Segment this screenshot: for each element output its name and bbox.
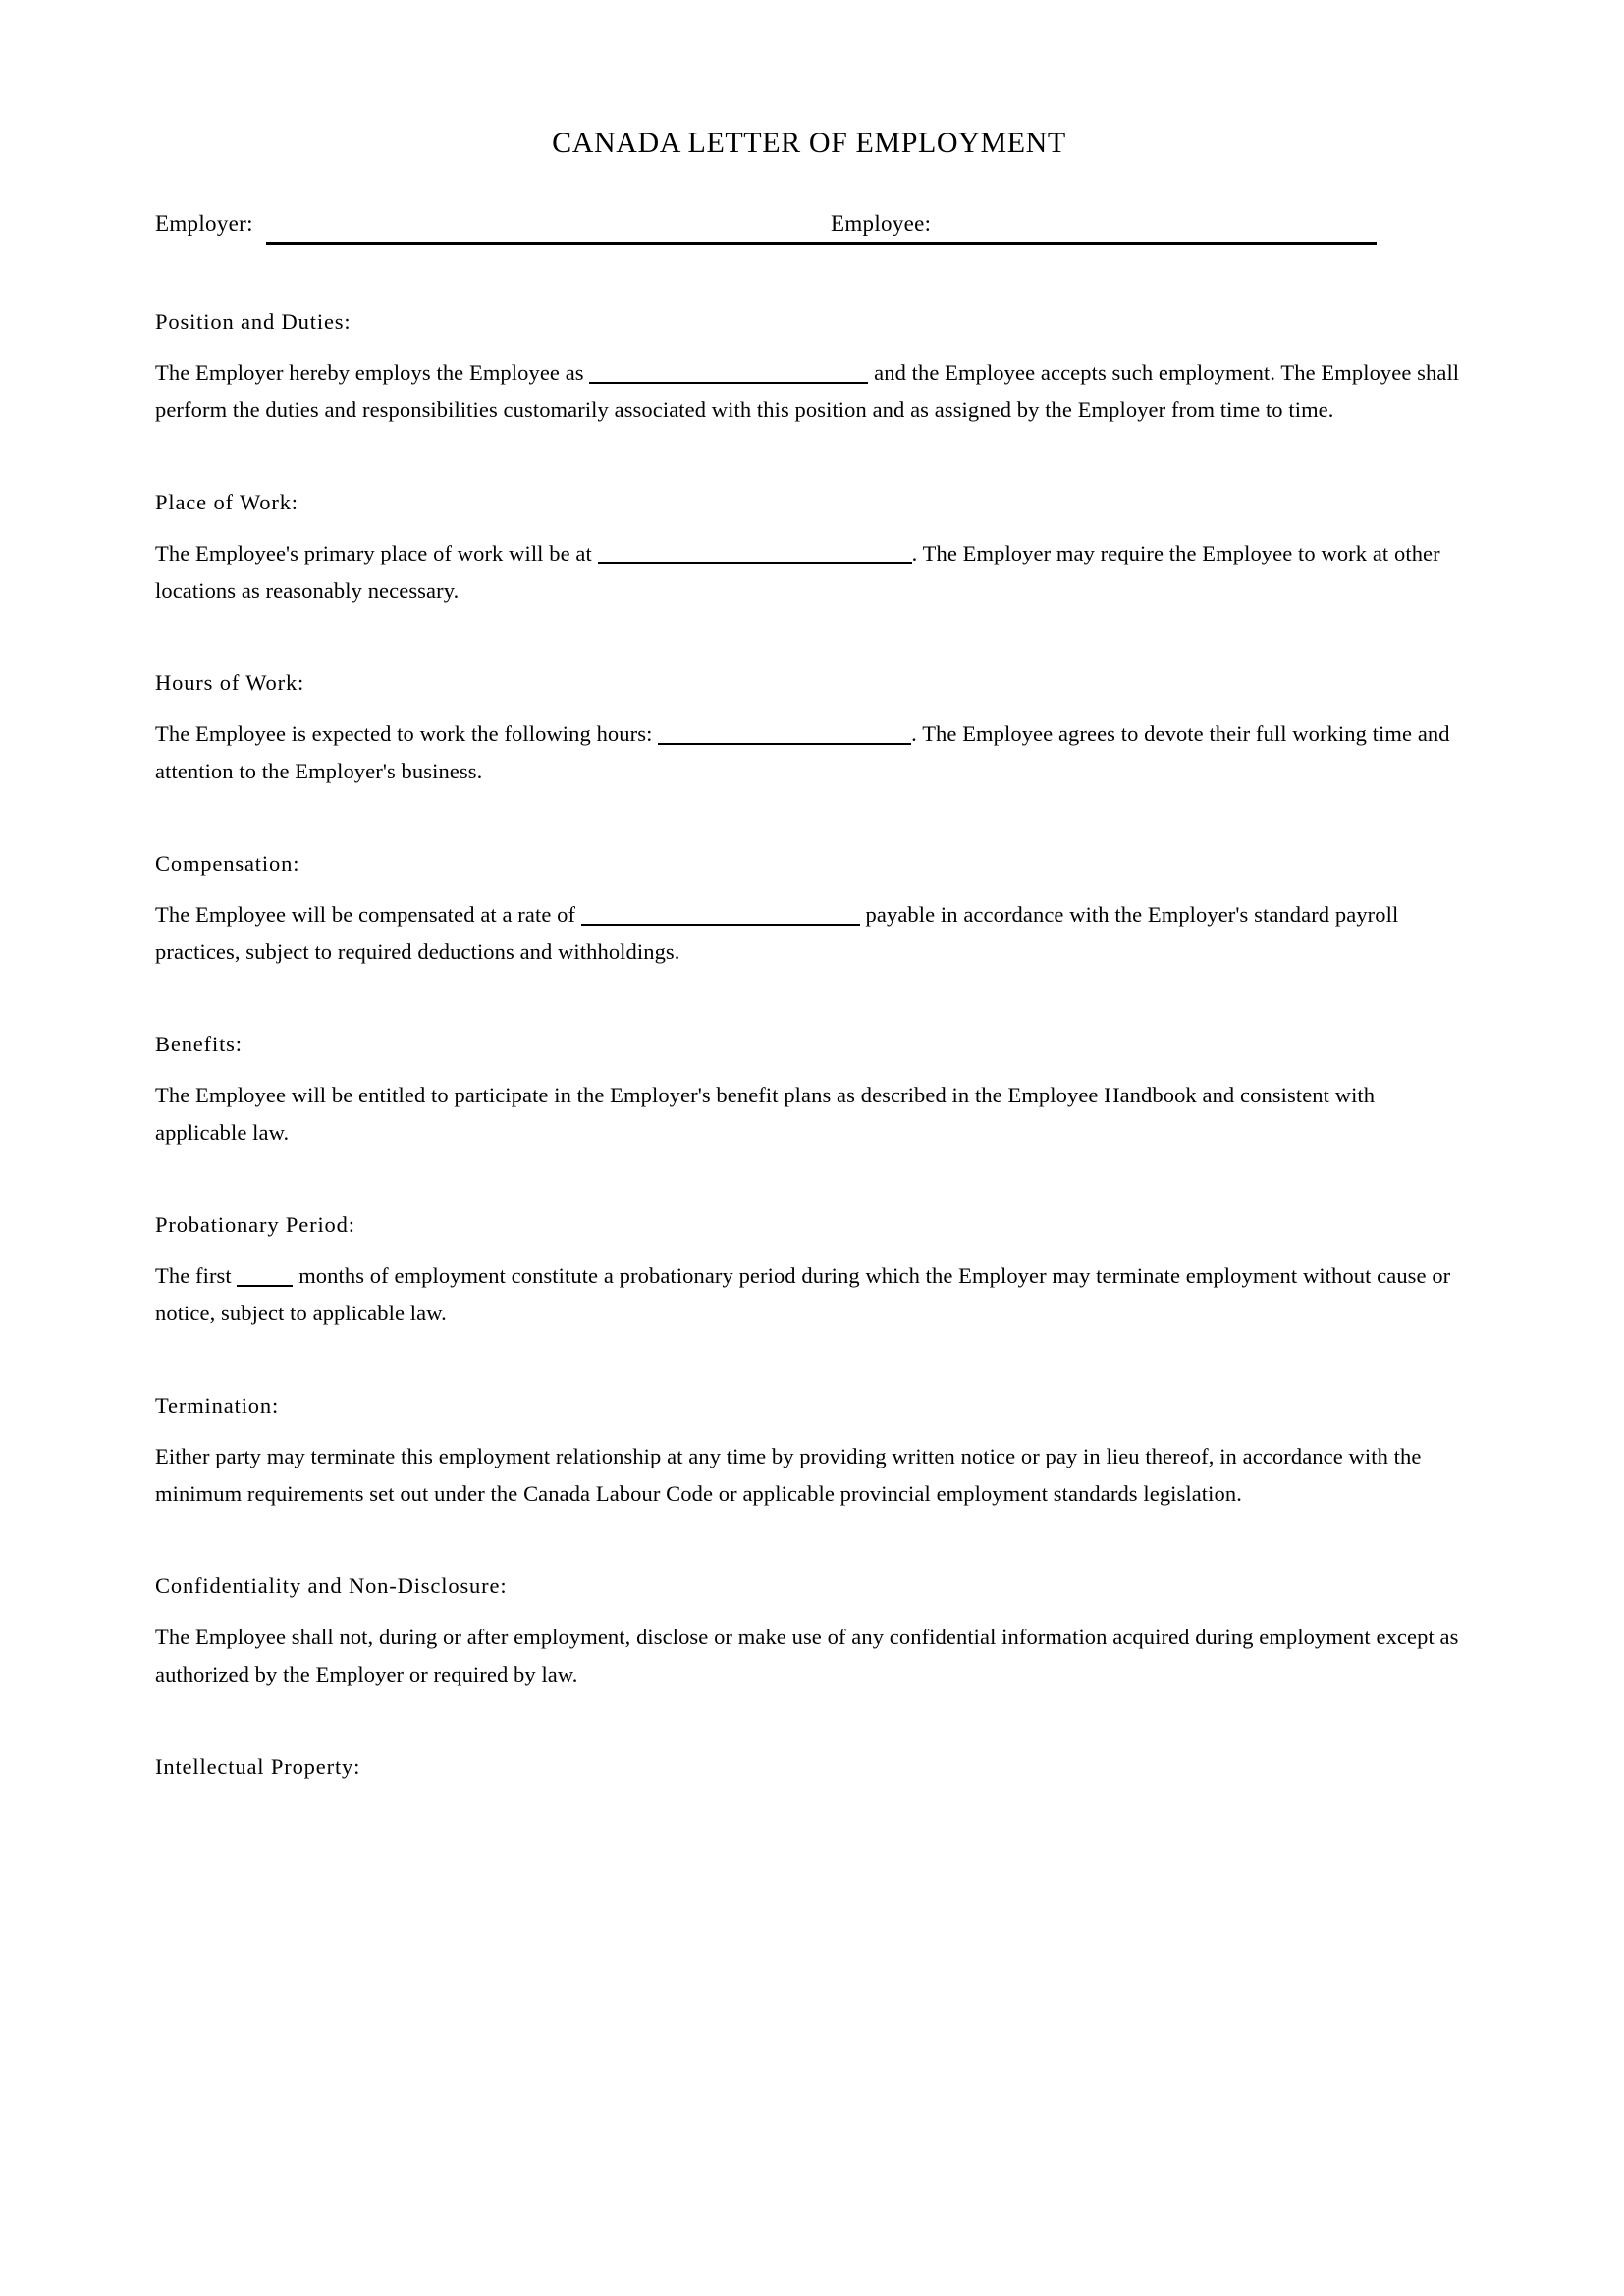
parties-row [155, 210, 1463, 253]
employee-label: Employee: [831, 211, 932, 236]
body-text-before-blank: The Employer hereby employs the Employee as [155, 360, 590, 385]
body-text-before-blank: The Employee's primary place of work will be at [155, 541, 598, 565]
section-heading-place-of-work: Place of Work: [155, 490, 298, 514]
body-text-after-blank: payable in accordance with the Employer's standard payroll practices, subject to required deductions and withholdings. [155, 902, 1399, 964]
section-body-termination: Either party may terminate this employment relationship at any time by providing written notice or pay in lieu thereof, in accordance with the minimum requirements set out under the Canada Labour Code or applicable provincial employment standards legislation. [155, 1444, 1422, 1506]
section-body-position-and-duties [155, 354, 1463, 429]
body-text-before-blank: The Employee is expected to work the following hours: [155, 721, 659, 746]
body-text-after-blank: . The Employer may require the Employee to work at other locations as reasonably necessary. [155, 541, 1440, 603]
body-text-before-blank: The first [155, 1263, 238, 1288]
section-position-and-duties [155, 307, 1463, 429]
body-text-after-blank: . The Employee agrees to devote their full working time and attention to the Employer's business. [155, 721, 1450, 783]
section-heading-confidentiality-and-non-disclosure: Confidentiality and Non-Disclosure: [155, 1574, 508, 1598]
section-body-hours-of-work [155, 716, 1463, 790]
section-body-compensation [155, 896, 1463, 971]
body-text-after-blank: months of employment constitute a probationary period during which the Employer may terminate employment without cause or notice, subject to applicable law. [155, 1263, 1451, 1325]
section-heading-probationary-period: Probationary Period: [155, 1212, 355, 1237]
body-text-after-blank: and the Employee accepts such employment. The Employee shall perform the duties and responsibilities customarily associated with this position and as assigned by the Employer from time to time. [155, 360, 1460, 422]
section-heading-intellectual-property: Intellectual Property: [155, 1754, 361, 1779]
section-body-probationary-period [155, 1257, 1463, 1332]
parties-signature-rule [266, 242, 1377, 245]
section-heading-termination: Termination: [155, 1393, 280, 1417]
section-benefits [155, 1030, 1463, 1151]
section-confidentiality-and-non-disclosure [155, 1572, 1463, 1693]
section-intellectual-property [155, 1752, 1463, 1782]
section-body-benefits: The Employee will be entitled to participate in the Employer's benefit plans as described in the Employee Handbook and consistent with applicable law. [155, 1083, 1376, 1145]
page-title: CANADA LETTER OF EMPLOYMENT [552, 127, 1066, 159]
section-heading-hours-of-work: Hours of Work: [155, 670, 305, 695]
section-body-place-of-work [155, 535, 1463, 610]
section-hours-of-work [155, 668, 1463, 790]
section-heading-compensation: Compensation: [155, 851, 300, 876]
fill-in-blank-probation-months[interactable] [237, 1267, 293, 1287]
section-place-of-work [155, 488, 1463, 610]
fill-in-blank-position[interactable] [589, 364, 868, 384]
employer-label: Employer: [155, 211, 253, 236]
section-probationary-period [155, 1210, 1463, 1332]
section-heading-benefits: Benefits: [155, 1032, 243, 1056]
section-compensation [155, 849, 1463, 971]
fill-in-blank-place-of-work[interactable] [598, 545, 912, 564]
document-content [155, 0, 1463, 1799]
section-termination [155, 1391, 1463, 1513]
section-heading-position-and-duties: Position and Duties: [155, 309, 352, 334]
section-body-confidentiality-and-non-disclosure: The Employee shall not, during or after employment, disclose or make use of any confidential information acquired during employment except as authorized by the Employer or required by law. [155, 1625, 1459, 1686]
fill-in-blank-compensation[interactable] [581, 906, 860, 926]
body-text-before-blank: The Employee will be compensated at a rate of [155, 902, 581, 927]
fill-in-blank-hours[interactable] [658, 725, 911, 745]
